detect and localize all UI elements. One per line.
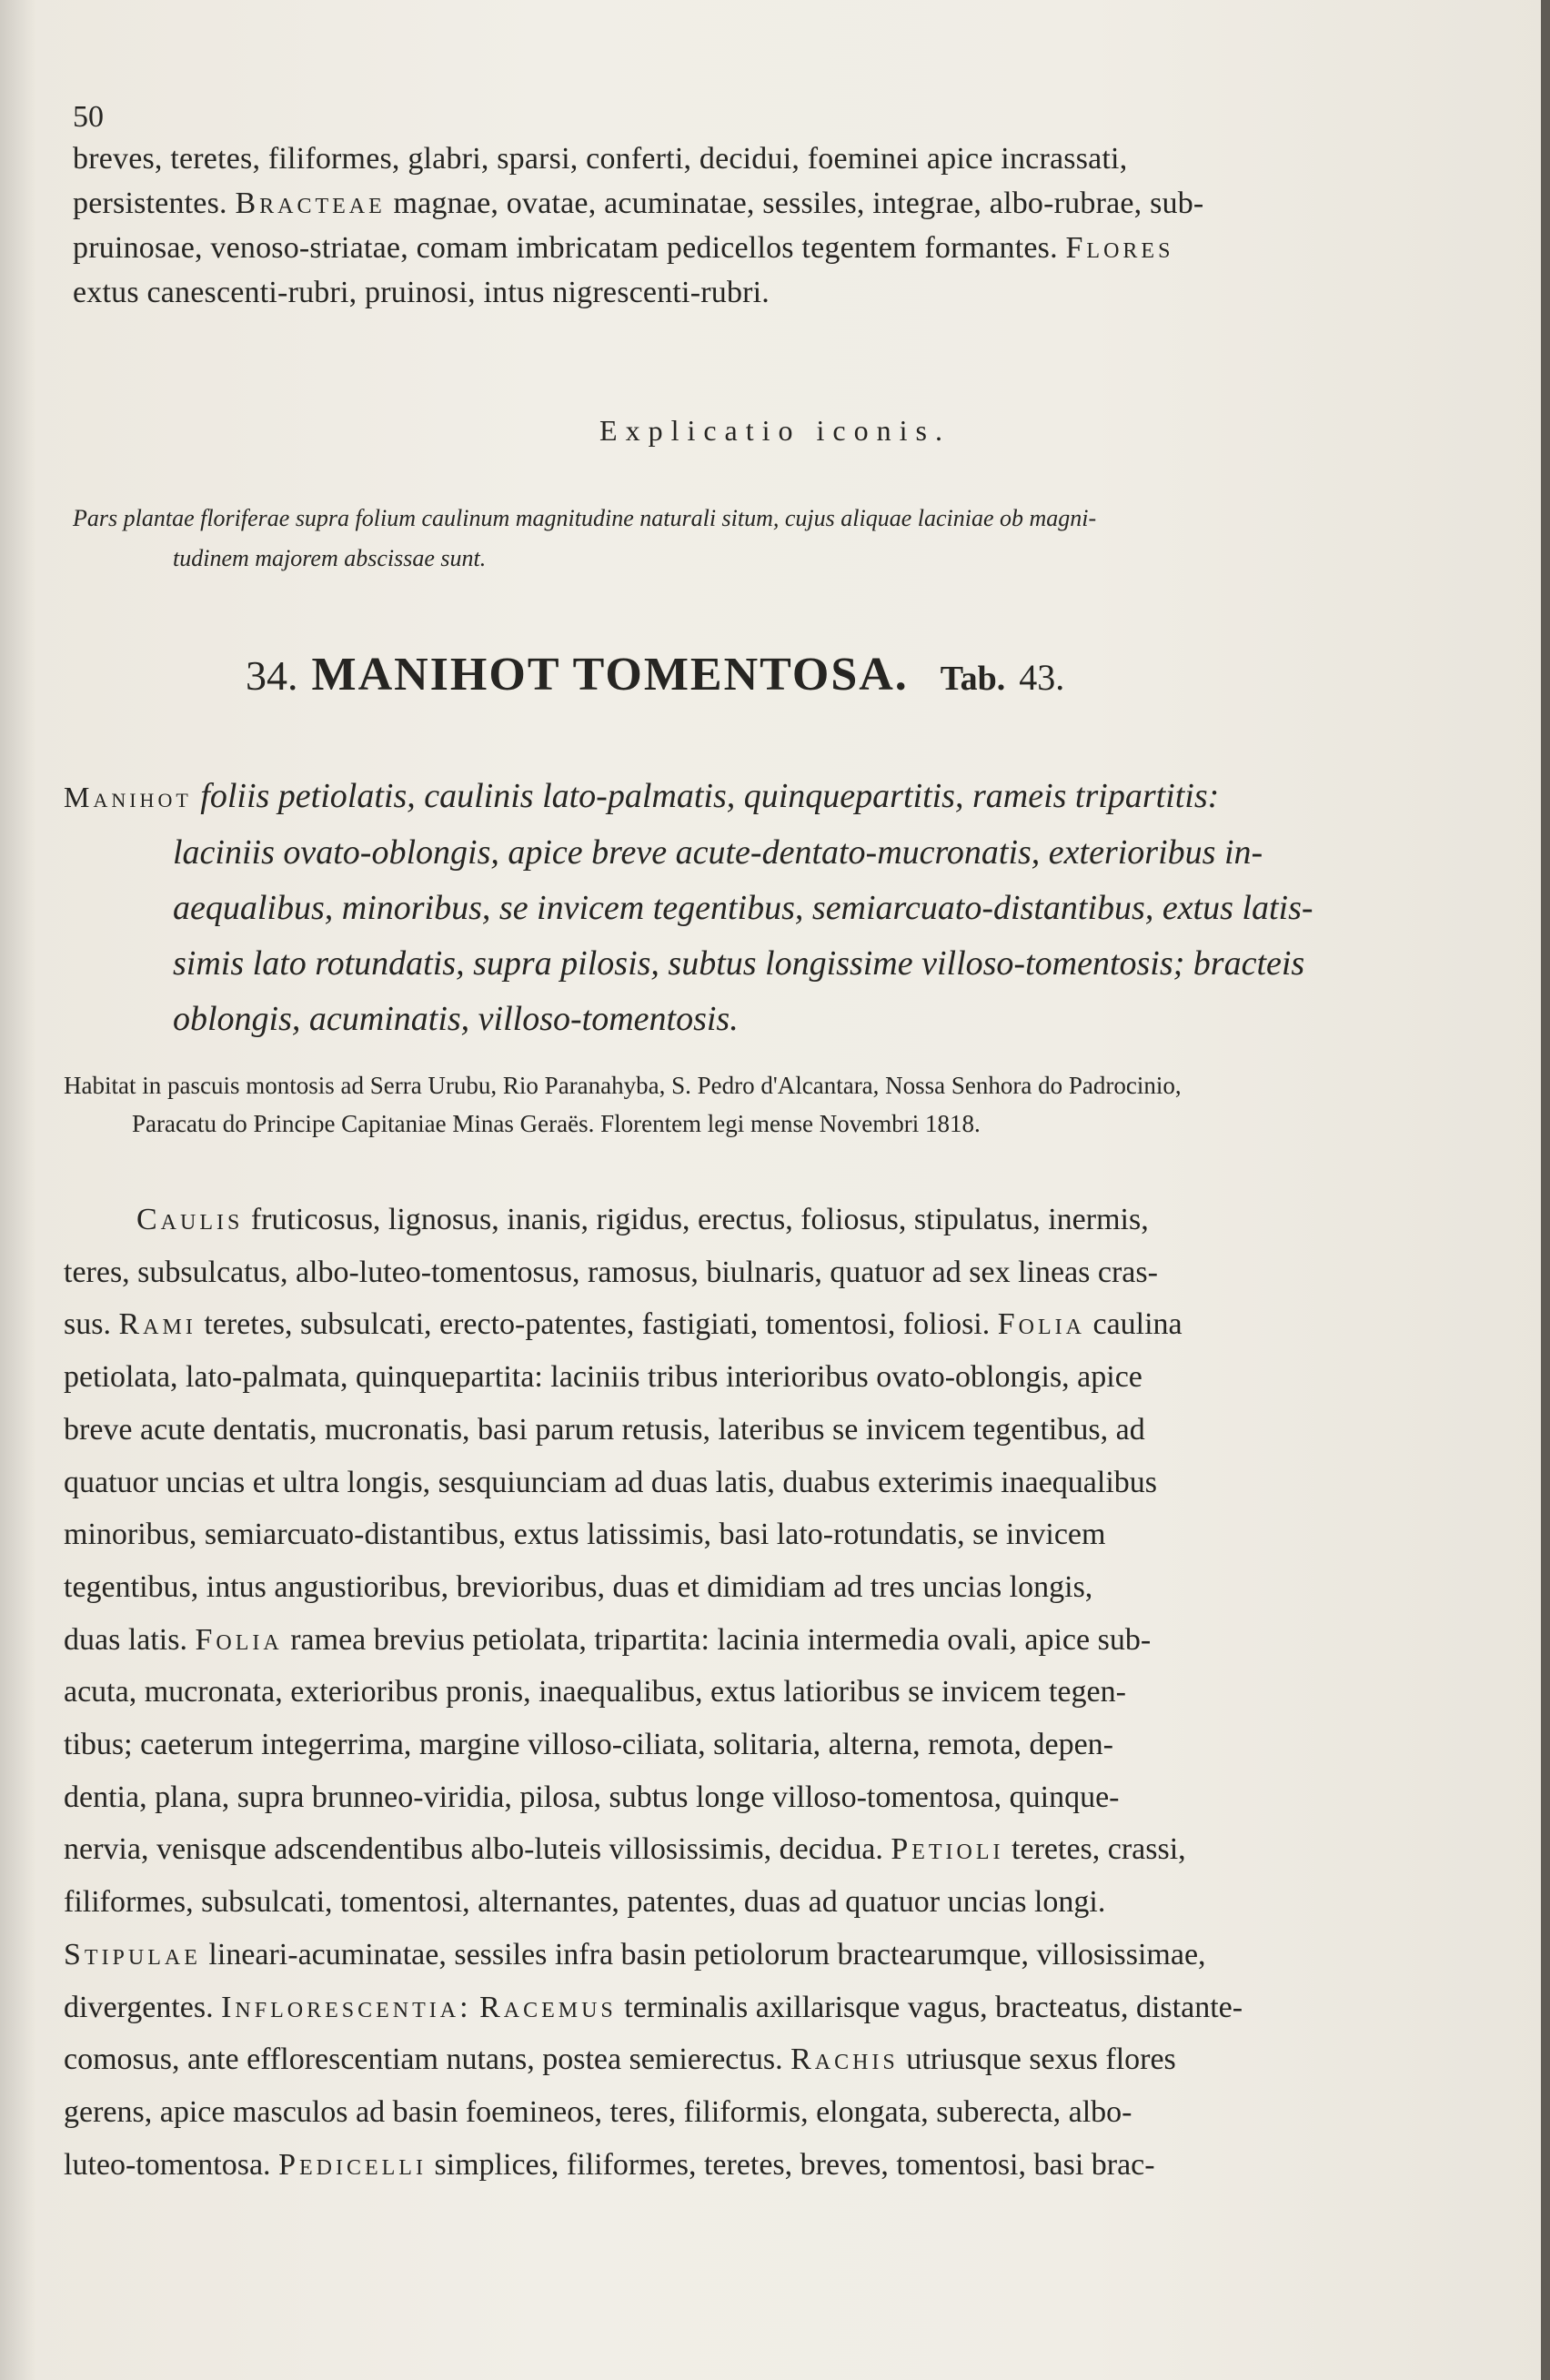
explicatio-line: Pars plantae floriferae supra folium caulinum magnitudine naturali situm, cujus aliquae laciniae ob magni-: [73, 505, 1097, 531]
description-line: [64, 1194, 1483, 1246]
species-heading: [246, 648, 1064, 701]
text-span: ramea brevius petiolata, tripartita: lacinia intermedia ovali, apice sub-: [282, 1622, 1152, 1657]
habitat-line: Paracatu do Principe Capitaniae Minas Geraës. Florentem legi mense Novembri 1818.: [132, 1110, 981, 1137]
text-span: persistentes.: [73, 187, 236, 220]
tab-number: 43.: [1019, 657, 1065, 698]
page-edge: [1541, 0, 1550, 2380]
text-span: [472, 1991, 480, 2024]
term-petioli: Petioli: [891, 1832, 1004, 1867]
text-span: lineari-acuminatae, sessiles infra basin petiolorum bractearumque, villosissimae,: [200, 1937, 1206, 1972]
habitat-line: Habitat in pascuis montosis ad Serra Urubu, Rio Paranahyba, S. Pedro d'Alcantara, Nossa Senhora do Padrocinio,: [64, 1072, 1182, 1099]
description-line: [64, 1929, 1483, 1982]
term-folia: Folia: [997, 1307, 1085, 1342]
term-pedicelli: Pedicelli: [278, 2147, 427, 2182]
habitat: [64, 1066, 1483, 1143]
text-span: sus.: [64, 1307, 119, 1342]
description-line: minoribus, semiarcuato-distantibus, extus latissimis, basi lato-rotundatis, se invicem: [64, 1518, 1106, 1552]
species-number: 34.: [246, 652, 298, 699]
term-flores: Flores: [1065, 231, 1174, 265]
explicatio-line: tudinem majorem abscissae sunt.: [173, 545, 487, 571]
diagnosis-line: laciniis ovato-oblongis, apice breve acute-dentato-mucronatis, exterioribus in-: [173, 833, 1263, 872]
text-span: magnae, ovatae, acuminatae, sessiles, integrae, albo-rubrae, sub-: [385, 187, 1204, 220]
text-line: [73, 270, 1474, 315]
term-rachis: Rachis: [790, 2042, 899, 2077]
diagnosis-line: aequalibus, minoribus, se invicem tegentibus, semiarcuato-distantibus, extus latis-: [173, 889, 1313, 927]
text-span: foliis petiolatis, caulinis lato-palmatis, quinquepartitis, rameis tripartitis:: [200, 777, 1220, 815]
description: [64, 1194, 1483, 2191]
text-span: simplices, filiformes, teretes, breves, tomentosi, basi brac-: [426, 2147, 1155, 2182]
species-name: MANIHOT TOMENTOSA.: [311, 649, 909, 701]
text-span: utriusque sexus flores: [898, 2042, 1176, 2077]
genus-name: Manihot: [64, 781, 192, 813]
description-line: [64, 2139, 1483, 2192]
term-caulis: Caulis: [136, 1203, 244, 1236]
description-line: [64, 2033, 1483, 2086]
text-span: caulina: [1084, 1307, 1183, 1342]
text-span: terminalis axillarisque vagus, bracteatus, distante-: [616, 1990, 1243, 2024]
text-span: teretes, subsulcati, erecto-patentes, fastigiati, tomentosi, foliosi.: [196, 1307, 998, 1342]
binding-shadow: [0, 0, 36, 2380]
term-racemus: Racemus: [479, 1990, 617, 2024]
diagnosis-line: [64, 769, 1483, 825]
term-bracteae: Bracteae: [235, 187, 386, 220]
description-line: breve acute dentatis, mucronatis, basi parum retusis, lateribus se invicem tegentibus, ad: [64, 1412, 1145, 1447]
description-line: [64, 1982, 1483, 2034]
tab-label: Tab.: [940, 660, 1006, 698]
term-folia: Folia: [195, 1622, 283, 1657]
description-line: [64, 1614, 1483, 1667]
description-line: dentia, plana, supra brunneo-viridia, pilosa, subtus longe villoso-tomentosa, quinque-: [64, 1780, 1120, 1814]
description-line: quatuor uncias et ultra longis, sesquiunciam ad duas latis, duabus exterimis inaequalibus: [64, 1465, 1158, 1499]
text-span: comosus, ante efflorescentiam nutans, postea semierectus.: [64, 2042, 791, 2077]
description-line: teres, subsulcatus, albo-luteo-tomentosus, ramosus, biulnaris, quatuor ad sex lineas cras-: [64, 1255, 1158, 1289]
description-line: filiformes, subsulcati, tomentosi, alternantes, patentes, duas ad quatuor uncias longi.: [64, 1885, 1106, 1920]
explicatio-text: [73, 499, 1483, 579]
description-line: [64, 1298, 1483, 1351]
description-line: acuta, mucronata, exterioribus pronis, inaequalibus, extus latioribus se invicem tegen-: [64, 1675, 1126, 1709]
diagnosis-line: simis lato rotundatis, supra pilosis, subtus longissime villoso-tomentosis; bracteis: [173, 944, 1305, 983]
term-inflorescentia: Inflorescentia:: [221, 1990, 472, 2024]
term-stipulae: Stipulae: [64, 1937, 201, 1972]
diagnosis-line: oblongis, acuminatis, villoso-tomentosis.: [173, 1000, 739, 1038]
text-span: fruticosus, lignosus, inanis, rigidus, erectus, foliosus, stipulatus, inermis,: [243, 1203, 1149, 1236]
text-line: [73, 226, 1474, 270]
description-line: petiolata, lato-palmata, quinquepartita: laciniis tribus interioribus ovato-oblongis, apice: [64, 1360, 1142, 1395]
description-line: tegentibus, intus angustioribus, brevioribus, duas et dimidiam ad tres uncias longis,: [64, 1569, 1093, 1604]
text-line: [73, 136, 1474, 181]
text-span: duas latis.: [64, 1622, 196, 1657]
page-number: 50: [73, 100, 104, 134]
diagnosis: [64, 769, 1483, 1047]
text-span: luteo-tomentosa.: [64, 2147, 279, 2182]
text-span: divergentes.: [64, 1990, 222, 2024]
intro-paragraph: [73, 136, 1474, 315]
description-line: [64, 1823, 1483, 1876]
description-line: tibus; caeterum integerrima, margine villoso-ciliata, solitaria, alterna, remota, depen-: [64, 1728, 1113, 1762]
term-rami: Rami: [118, 1307, 196, 1342]
text-span: breves, teretes, filiformes, glabri, sparsi, conferti, decidui, foeminei apice incrassati,: [73, 142, 1128, 176]
text-span: teretes, crassi,: [1003, 1832, 1186, 1867]
text-span: extus canescenti-rubri, pruinosi, intus nigrescenti-rubri.: [73, 276, 770, 309]
description-line: gerens, apice masculos ad basin foemineos, teres, filiformis, elongata, suberecta, albo-: [64, 2094, 1132, 2129]
explicatio-heading: Explicatio iconis.: [599, 414, 951, 447]
text-span: nervia, venisque adscendentibus albo-luteis villosissimis, decidua.: [64, 1832, 891, 1867]
text-line: [73, 181, 1474, 226]
text-span: pruinosae, venoso-striatae, comam imbricatam pedicellos tegentem formantes.: [73, 231, 1066, 265]
